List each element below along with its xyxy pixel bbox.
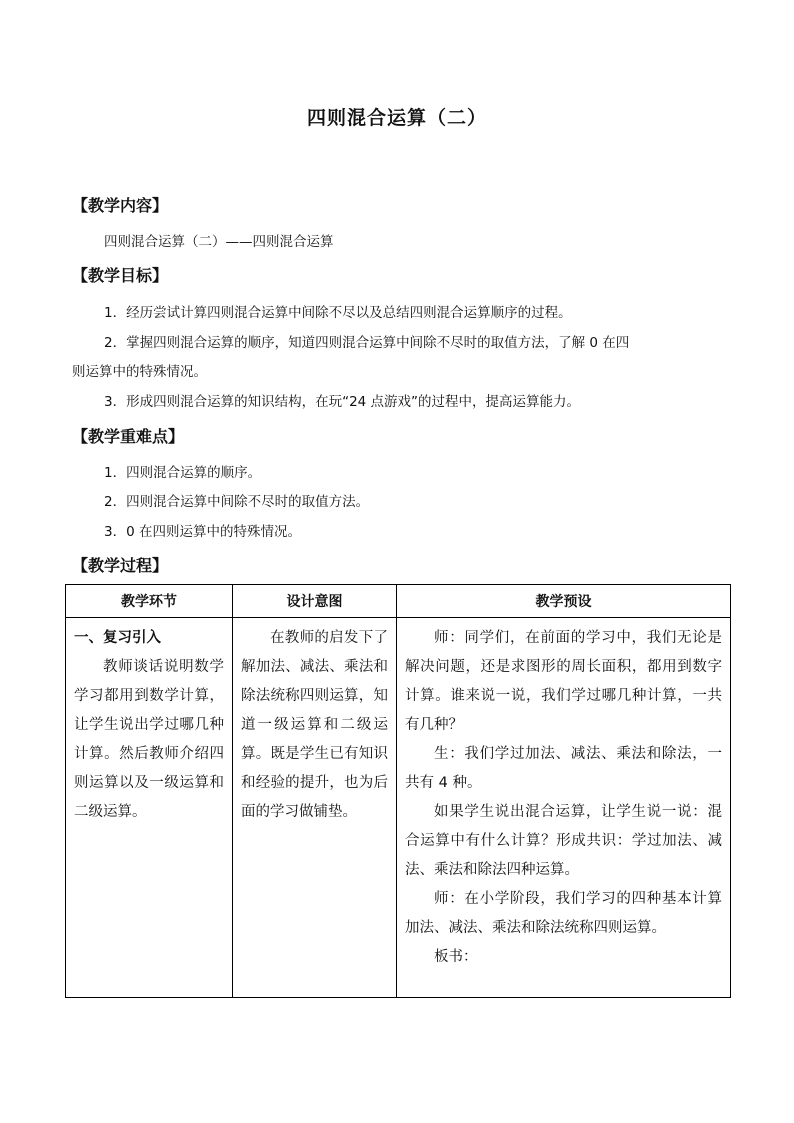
content-text: 四则混合运算（二）——四则混合运算 — [104, 234, 334, 250]
intent-text: 在教师的启发下了解加法、减法、乘法和除法统称四则运算，知道一级运算和二级运算。既是学生已有知识和经验的提升，也为后面的学习做铺垫。 — [241, 630, 388, 820]
table-header-stage: 教学环节 — [66, 585, 233, 618]
document-title: 四则混合运算（二） — [306, 107, 487, 129]
key-point-1: 1．四则混合运算的顺序。 — [104, 465, 262, 481]
intent-cell — [233, 618, 397, 998]
goal-item-2-cont: 则运算中的特殊情况。 — [72, 364, 207, 380]
plan-paragraph: 生：我们学过加法、减法、乘法和除法，一共有 4 种。 — [405, 746, 722, 791]
key-point-2: 2．四则混合运算中间除不尽时的取值方法。 — [104, 494, 370, 510]
section-heading-key-points: 【教学重难点】 — [72, 427, 185, 446]
plan-paragraph: 师：同学们，在前面的学习中，我们无论是解决问题，还是求图形的周长面积，都用到数字计算。谁来说一说，我们学过哪几种计算，一共有几种？ — [405, 630, 722, 733]
table-row — [66, 618, 731, 998]
stage-cell — [66, 618, 233, 998]
goal-item-1: 1．经历尝试计算四则混合运算中间除不尽以及总结四则混合运算顺序的过程。 — [104, 305, 572, 321]
key-point-3: 3．0 在四则运算中的特殊情况。 — [104, 524, 301, 540]
stage-heading: 一、复习引入 — [74, 630, 161, 646]
goal-item-3: 3．形成四则混合运算的知识结构，在玩“24 点游戏”的过程中，提高运算能力。 — [104, 394, 581, 410]
section-heading-content: 【教学内容】 — [72, 196, 169, 215]
plan-paragraph: 师：在小学阶段，我们学习的四种基本计算加法、减法、乘法和除法统称四则运算。 — [405, 891, 722, 936]
table-header-intent: 设计意图 — [233, 585, 397, 618]
process-table — [65, 584, 731, 998]
section-heading-goals: 【教学目标】 — [72, 266, 169, 285]
section-heading-process: 【教学过程】 — [72, 556, 169, 575]
plan-cell — [397, 618, 731, 998]
plan-paragraph: 如果学生说出混合运算，让学生说一说：混合运算中有什么计算？形成共识：学过加法、减法、乘法和除法四种运算。 — [405, 804, 722, 878]
table-header-row — [66, 585, 731, 618]
stage-text: 教师谈话说明数学学习都用到数学计算，让学生说出学过哪几种计算。然后教师介绍四则运算以及一级运算和二级运算。 — [74, 659, 224, 820]
table-header-plan: 教学预设 — [397, 585, 731, 618]
goal-item-2: 2．掌握四则混合运算的顺序，知道四则混合运算中间除不尽时的取值方法，了解 0 在四 — [104, 335, 630, 351]
plan-paragraph: 板书： — [434, 949, 478, 965]
